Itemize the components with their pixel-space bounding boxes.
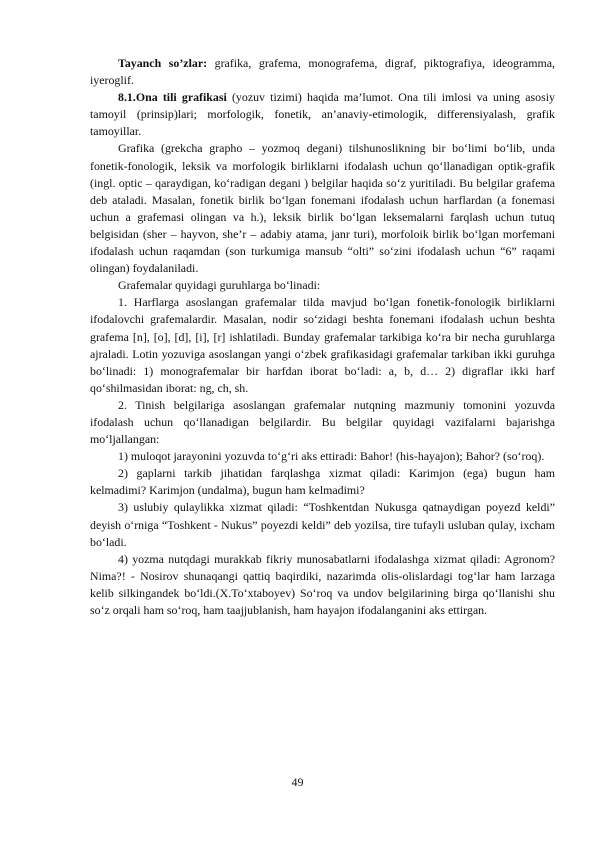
paragraph [90,89,555,140]
paragraph [90,448,555,465]
document-body [90,55,555,619]
paragraph-text: Grafika (grekcha grapho – yozmoq degani) tilshunoslikning bir bo‘limi bo‘lib, unda fonetik-fonologik, leksik va morfologik birliklarni ifodalash uchun qo‘llanadigan optik-grafik (ingl. optic – qaraydigan, ko‘radigan degani ) belgilar haqida so‘z yuritiladi. Bu belgilar grafema deb ataladi. Masalan, fonetik birlik bo‘lgan fonemani ifodalash uchun harflardan (a fonemasi uchun a grafemasi olingan va h.), leksik birlik bo‘lgan leksemalarni farqlash uchun tutuq belgisidan (sher – hayvon, she’r – adabiy atama, janr turi), morfoloik birlik bo‘lgan morfemani ifodalash uchun raqamdan (son turkumiga mansub “olti” so‘zini ifodalash uchun “6” raqami olingan) foydalaniladi. [90,141,555,276]
paragraph [90,499,555,550]
paragraph [90,294,555,397]
paragraph-text: 1. Harflarga asoslangan grafemalar tilda mavjud bo‘lgan fonetik-fonologik birliklarni ifodalovchi grafemalardir. Masalan, nodir so‘zidagi beshta fonemani ifodalash uchun beshta grafema [n], [o], [d], [i], [r] ishlatiladi. Bunday grafemalar tarkibiga ko‘ra bir necha guruhlarga ajraladi. Lotin yozuviga asoslangan yangi o‘zbek grafikasidagi grafemalar tarkiban ikki guruhga bo‘linadi: 1) monografemalar bir harfdan iborat bo‘ladi: a, b, d… 2) digraflar ikki harf qo‘shilmasidan iborat: ng, ch, sh. [90,295,555,395]
paragraph-text: 3) uslubiy qulaylikka xizmat qiladi: “Toshkentdan Nukusga qatnaydigan poyezd keldi” deyish o‘rniga “Toshkent - Nukus” poyezdi keldi” deb yozilsa, tire tufayli usluban qulay, ixcham bo‘ladi. [90,500,555,549]
paragraph-lead: 8.1.Ona tili grafikasi [118,90,227,105]
paragraph [90,551,555,619]
paragraph [90,397,555,448]
paragraph-lead: Tayanch so’zlar: [118,56,208,70]
paragraph-text: (yozuv tizimi) haqida ma’lumot. Ona tili imlosi va uning asosiy tamoyil (prinsip)lari; morfologik, fonetik, an’anaviy-etimologik, differensiyalash, grafik tamoyillar. [90,90,555,139]
paragraph-text: grafika, grafema, monografema, digraf, piktografiya, ideogramma, iyeroglif. [90,56,555,88]
paragraph-text: 2) gaplarni tarkib jihatidan farqlashga xizmat qiladi: Karimjon (ega) bugun ham kelmadimi? Karimjon (undalma), bugun ham kelmadimi? [90,466,555,498]
paragraph-text: 4) yozma nutqdagi murakkab fikriy munosabatlarni ifodalashga xizmat qiladi: Agronom? Nima?! - Nosirov shunaqangi qattiq baqirdiki, nazarimda olis-olislardagi tog‘lar ham larzaga kelib silkingandek bo‘ldi.(X.To‘xtaboyev) So‘roq va undov belgilarining birga qo‘llanishi shu so‘z orqali ham so‘roq, ham taajjublanish, ham hayajon ifodalanganini aks ettirgan. [90,551,555,617]
paragraph [90,140,555,277]
paragraph-text: 1) muloqot jarayonini yozuvda to‘g‘ri aks ettiradi: Bahor! (his-hayajon); Bahor? (so‘roq). [118,449,545,464]
page-number: 49 [291,775,304,789]
paragraph [90,465,555,499]
paragraph [90,277,555,294]
paragraph-text: 2. Tinish belgilariga asoslangan grafemalar nutqning mazmuniy tomonini yozuvda ifodalash uchun qo‘llanadigan belgilardir. Bu belgilar quyidagi vazifalarni bajarishga mo‘ljallangan: [90,397,555,447]
paragraph [90,55,555,89]
paragraph-text: Grafemalar quyidagi guruhlarga bo‘linadi: [118,278,321,293]
